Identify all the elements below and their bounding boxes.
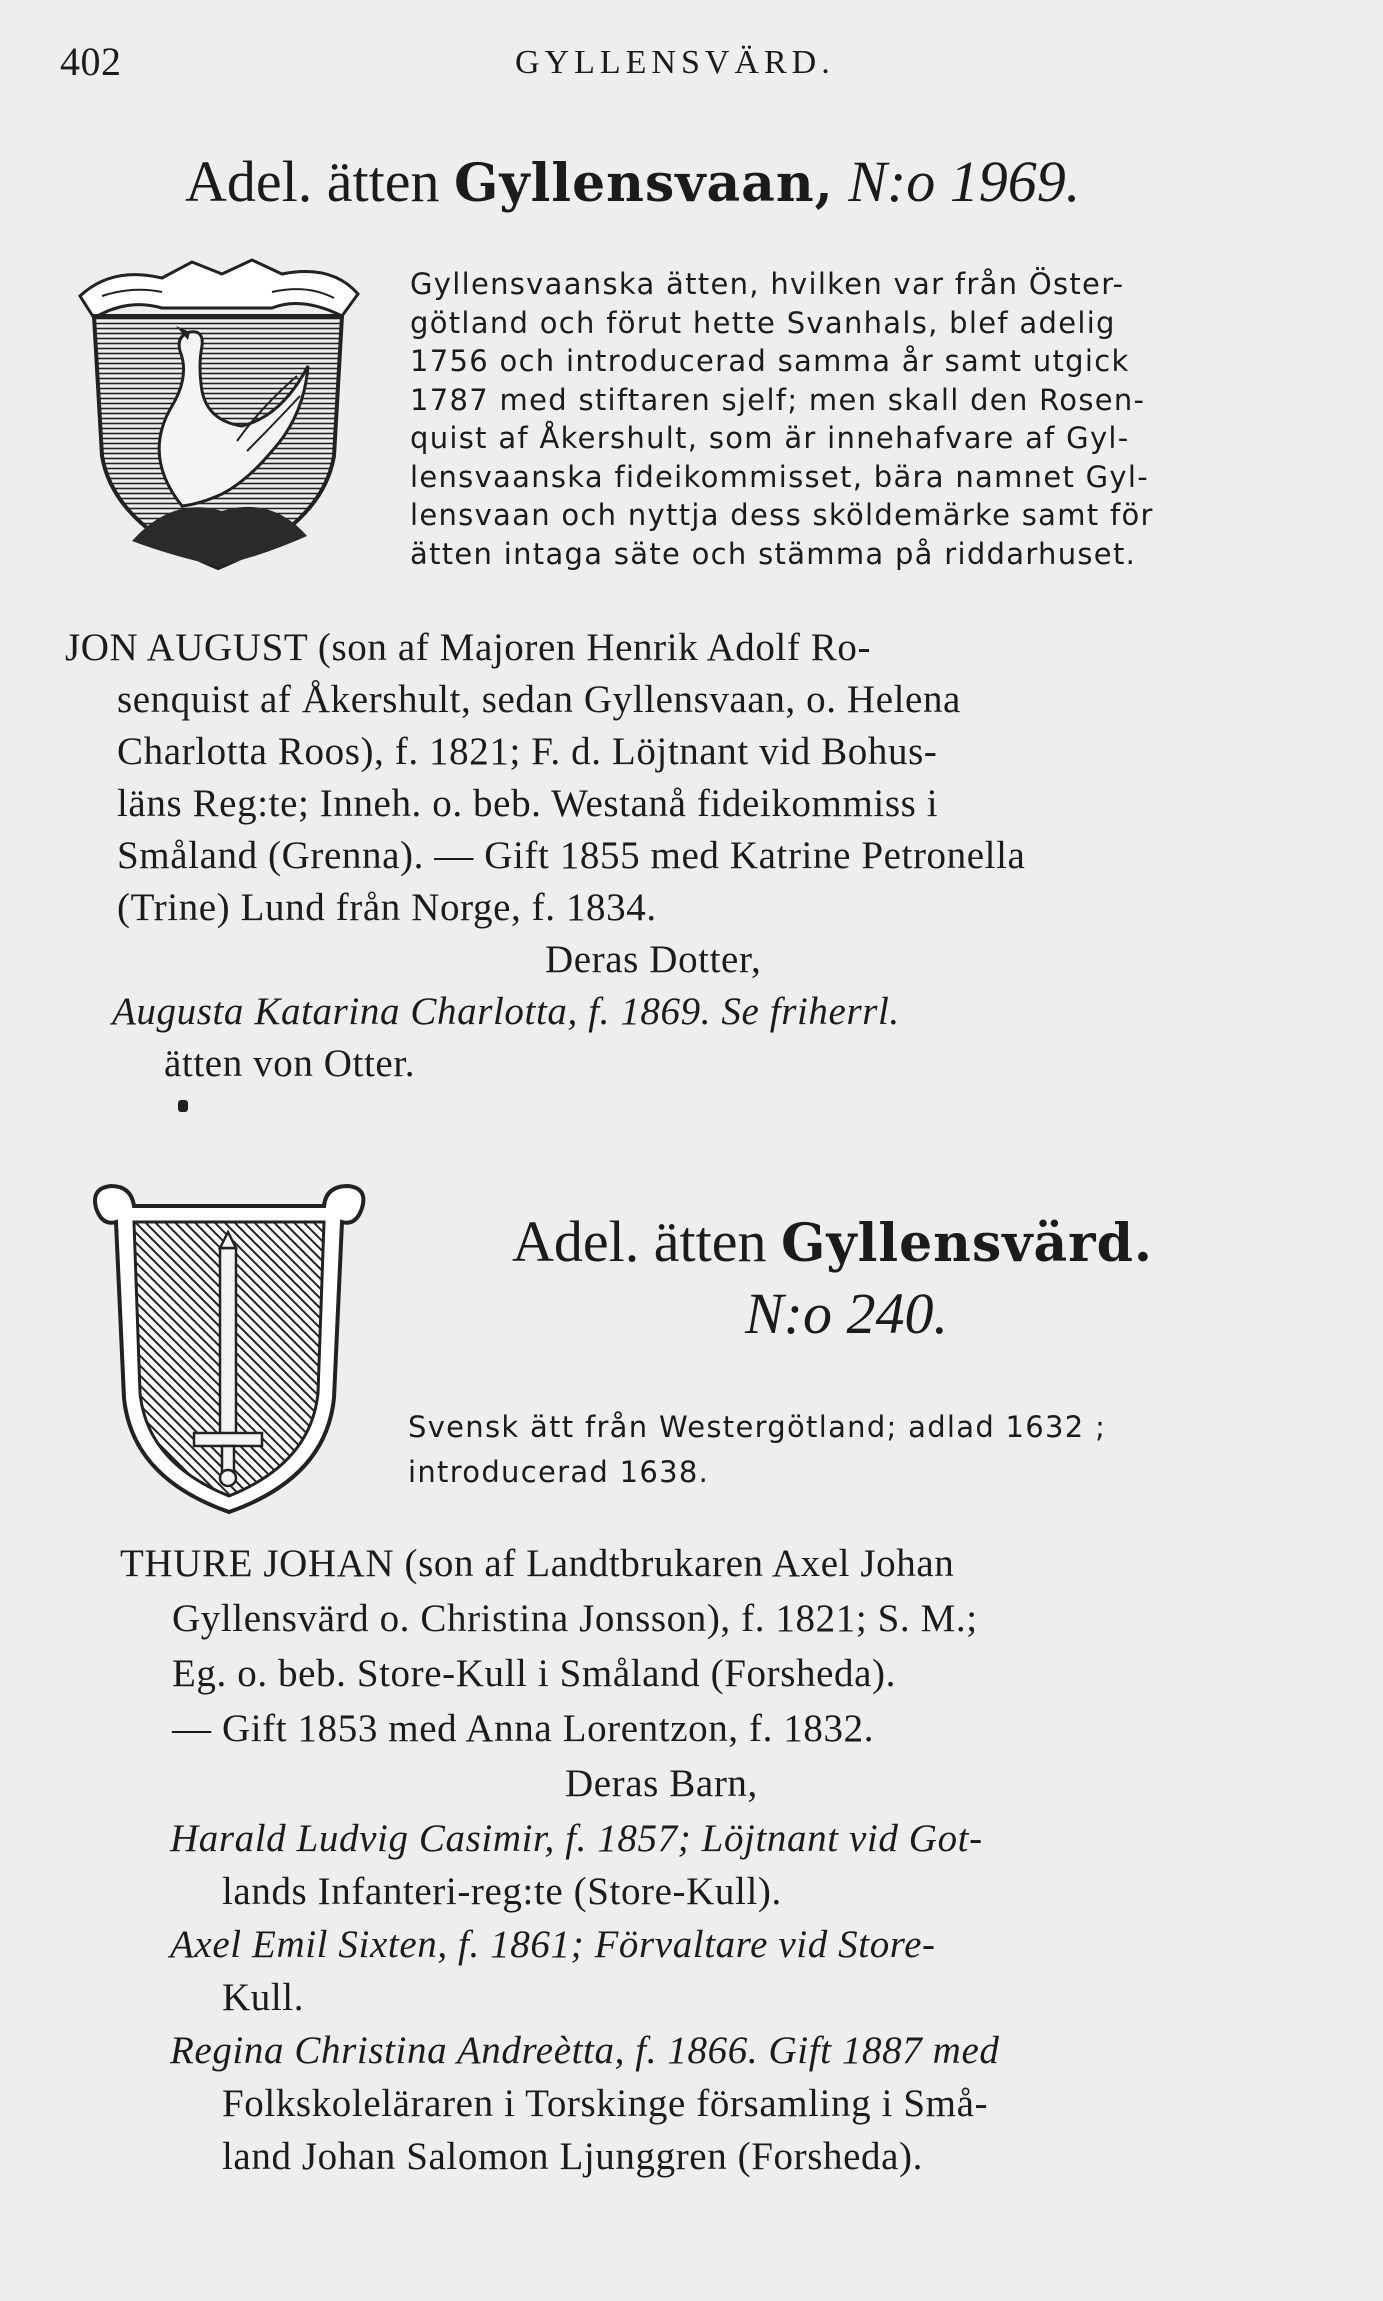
family2-entry	[120, 1536, 978, 1756]
intro-line: 1756 och introducerad samma år samt utgick	[410, 344, 1130, 378]
entry-line: Eg. o. beb. Store-Kull i Småland (Forsheda).	[172, 1652, 896, 1695]
swan-shield-icon	[72, 256, 364, 574]
sword-shield-icon	[86, 1178, 372, 1514]
entry-line: Småland (Grenna). — Gift 1855 med Katrine Petronella	[117, 834, 1026, 877]
family1-title-name: Gyllensvaan,	[453, 153, 834, 214]
family2-title	[512, 1208, 1153, 1275]
entry-line: Charlotta Roos), f. 1821; F. d. Löjtnant vid Bohus-	[117, 730, 938, 773]
family1-title	[185, 148, 1080, 215]
child-line: Harald Ludvig Casimir, f. 1857; Löjtnant vid Got-	[170, 1817, 983, 1860]
entry-line: THURE JOHAN (son af Landtbrukaren Axel Johan	[120, 1542, 955, 1585]
family2-title-prefix: Adel. ätten	[512, 1209, 767, 1274]
page-number: 402	[60, 39, 122, 84]
family1-children	[112, 986, 900, 1090]
family2-intro	[408, 1405, 1106, 1495]
child-line: Folkskoleläraren i Torskinge församling i Små-	[222, 2082, 989, 2125]
child-line: Regina Christina Andreètta, f. 1866. Gift 1887 med	[170, 2029, 1000, 2072]
intro-line: quist af Åkershult, som är innehafvare af Gyl-	[410, 421, 1130, 455]
family2-title-number: N:o 240.	[745, 1281, 948, 1346]
family2-children	[170, 1812, 999, 2183]
ornament-dot	[178, 1100, 188, 1112]
intro-line: ätten intaga säte och stämma på riddarhuset.	[410, 536, 1137, 571]
entry-line: JON AUGUST (son af Majoren Henrik Adolf Ro-	[65, 626, 872, 669]
family1-title-number: N:o 1969.	[848, 149, 1081, 214]
family2-children-heading: Deras Barn,	[565, 1762, 758, 1805]
child-line: ätten von Otter.	[164, 1042, 416, 1085]
entry-line: Gyllensvärd o. Christina Jonsson), f. 1821; S. M.;	[172, 1597, 978, 1640]
intro-line: Svensk ätt från Westergötland; adlad 1632 ;	[408, 1410, 1107, 1444]
entry-line: (Trine) Lund från Norge, f. 1834.	[117, 886, 657, 929]
child-line: land Johan Salomon Ljunggren (Forsheda).	[222, 2135, 923, 2178]
family1-children-heading: Deras Dotter,	[545, 938, 762, 981]
entry-line: senquist af Åkershult, sedan Gyllensvaan, o. Helena	[117, 678, 961, 721]
child-line: Kull.	[222, 1976, 305, 2019]
child-line: Axel Emil Sixten, f. 1861; Förvaltare vid Store-	[170, 1923, 936, 1966]
entry-line: läns Reg:te; Inneh. o. beb. Westanå fideikommiss i	[117, 782, 939, 825]
family1-title-prefix: Adel. ätten	[185, 149, 440, 214]
family2-title-name: Gyllensvärd.	[780, 1213, 1154, 1274]
intro-line: götland och förut hette Svanhals, blef adelig	[410, 305, 1116, 340]
intro-line: 1787 med stiftaren sjelf; men skall den Rosen-	[410, 382, 1146, 417]
child-line: lands Infanteri-reg:te (Store-Kull).	[222, 1870, 782, 1913]
family1-entry	[65, 622, 1025, 934]
intro-line: Gyllensvaanska ätten, hvilken var från Öster-	[410, 267, 1125, 301]
entry-line: — Gift 1853 med Anna Lorentzon, f. 1832.	[172, 1707, 875, 1750]
child-line: Augusta Katarina Charlotta, f. 1869. Se friherrl.	[112, 990, 900, 1033]
intro-line: lensvaan och nyttja dess sköldemärke samt för	[410, 498, 1154, 532]
running-title: GYLLENSVÄRD.	[515, 44, 835, 81]
intro-line: introducerad 1638.	[408, 1455, 710, 1489]
family1-intro	[410, 265, 1154, 573]
intro-line: lensvaanska fideikommisset, bära namnet Gyl-	[410, 459, 1150, 494]
